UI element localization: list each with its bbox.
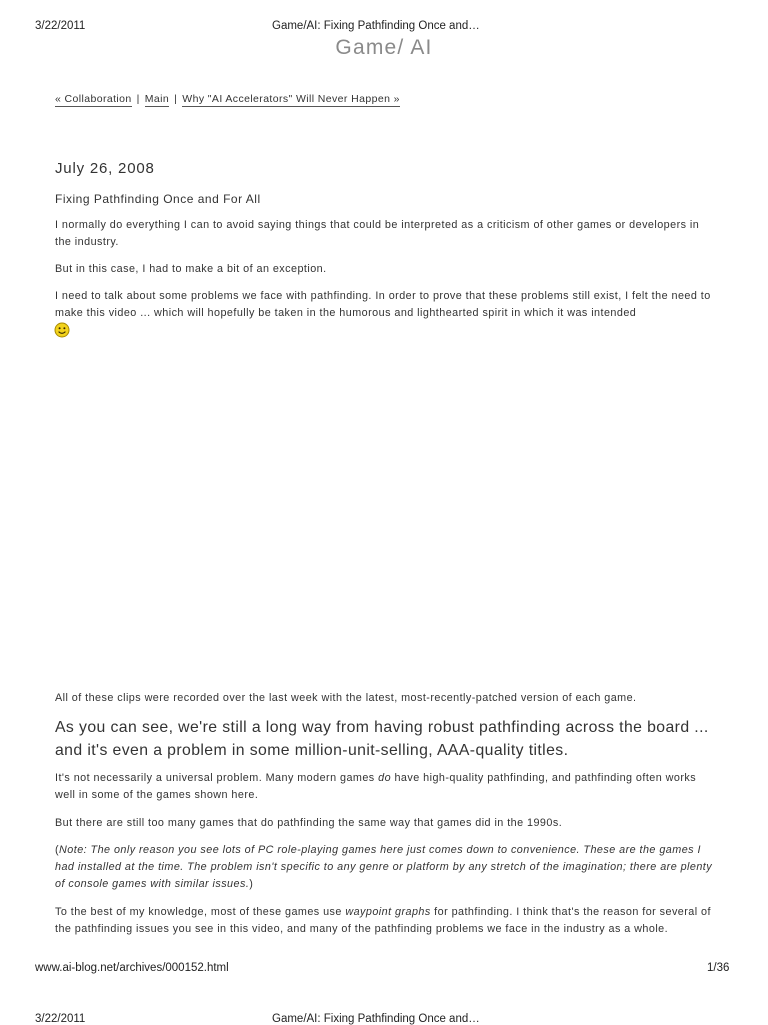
paragraph-8-emphasis: waypoint graphs	[345, 906, 431, 918]
paragraph-8	[55, 904, 715, 938]
post-title: Fixing Pathfinding Once and For All	[55, 192, 261, 206]
note-open-paren: (	[55, 844, 60, 856]
paragraph-1: I normally do everything I can to avoid saying things that could be interpreted as a criticism of other games or developers in the industry.	[55, 219, 700, 248]
prev-post-link[interactable]: « Collaboration	[55, 93, 132, 105]
paragraph-7-note	[55, 842, 715, 893]
paragraph-5	[55, 770, 715, 804]
note-body: : The only reason you see lots of PC role-playing games here just comes down to convenience. These are the games I had installed at the time. The problem isn't specific to any genre or platform by any stretch of the imagination; there are plenty of console games with similar issues.	[55, 844, 713, 890]
paragraph-4: All of these clips were recorded over the last week with the latest, most-recently-patched version of each game.	[55, 692, 637, 704]
smiley-icon	[54, 322, 70, 338]
paragraph-3: I need to talk about some problems we face with pathfinding. In order to prove that these problems still exist, I felt the need to make this video ... which will hopefully be taken in the humorous and lighthearted spirit in which it was intended	[55, 290, 711, 319]
post-navigation	[55, 93, 400, 105]
next-page-header-date: 3/22/2011	[35, 1013, 86, 1025]
highlight-paragraph: As you can see, we're still a long way from having robust pathfinding across the board ... and it's even a problem in some million-unit-selling, AAA-quality titles.	[55, 719, 709, 759]
paragraph-8-text-a: To the best of my knowledge, most of these games use	[55, 906, 346, 918]
paragraph-6: But there are still too many games that do pathfinding the same way that games did in the 1990s.	[55, 817, 563, 829]
post-date: July 26, 2008	[55, 160, 155, 177]
print-footer-page-number: 1/36	[707, 962, 730, 974]
print-header-date: 3/22/2011	[35, 20, 86, 32]
next-page-header-title: Game/AI: Fixing Pathfinding Once and…	[272, 1013, 480, 1025]
nav-separator: |	[174, 93, 178, 105]
paragraph-8-text-b: for pathfinding. I think that's the reason for several of the pathfinding issues you see in this video, and many of the pathfinding problems we face in the industry as a whole.	[55, 906, 711, 935]
paragraph-5-text-a: It's not necessarily a universal problem. Many modern games	[55, 772, 379, 784]
site-title[interactable]: Game/ AI	[335, 36, 433, 59]
nav-separator: |	[136, 93, 140, 105]
paragraph-5-emphasis: do	[378, 772, 392, 784]
main-link[interactable]: Main	[144, 93, 170, 105]
paragraph-2: But in this case, I had to make a bit of an exception.	[55, 263, 327, 275]
print-header-title: Game/AI: Fixing Pathfinding Once and…	[272, 20, 480, 32]
note-label: Note	[59, 844, 84, 856]
note-close-paren: )	[249, 878, 254, 890]
next-post-link[interactable]: Why "AI Accelerators" Will Never Happen »	[182, 93, 400, 105]
paragraph-5-text-b: have high-quality pathfinding, and pathfinding often works well in some of the games shown here.	[55, 772, 697, 801]
print-footer-url: www.ai-blog.net/archives/000152.html	[35, 962, 229, 974]
